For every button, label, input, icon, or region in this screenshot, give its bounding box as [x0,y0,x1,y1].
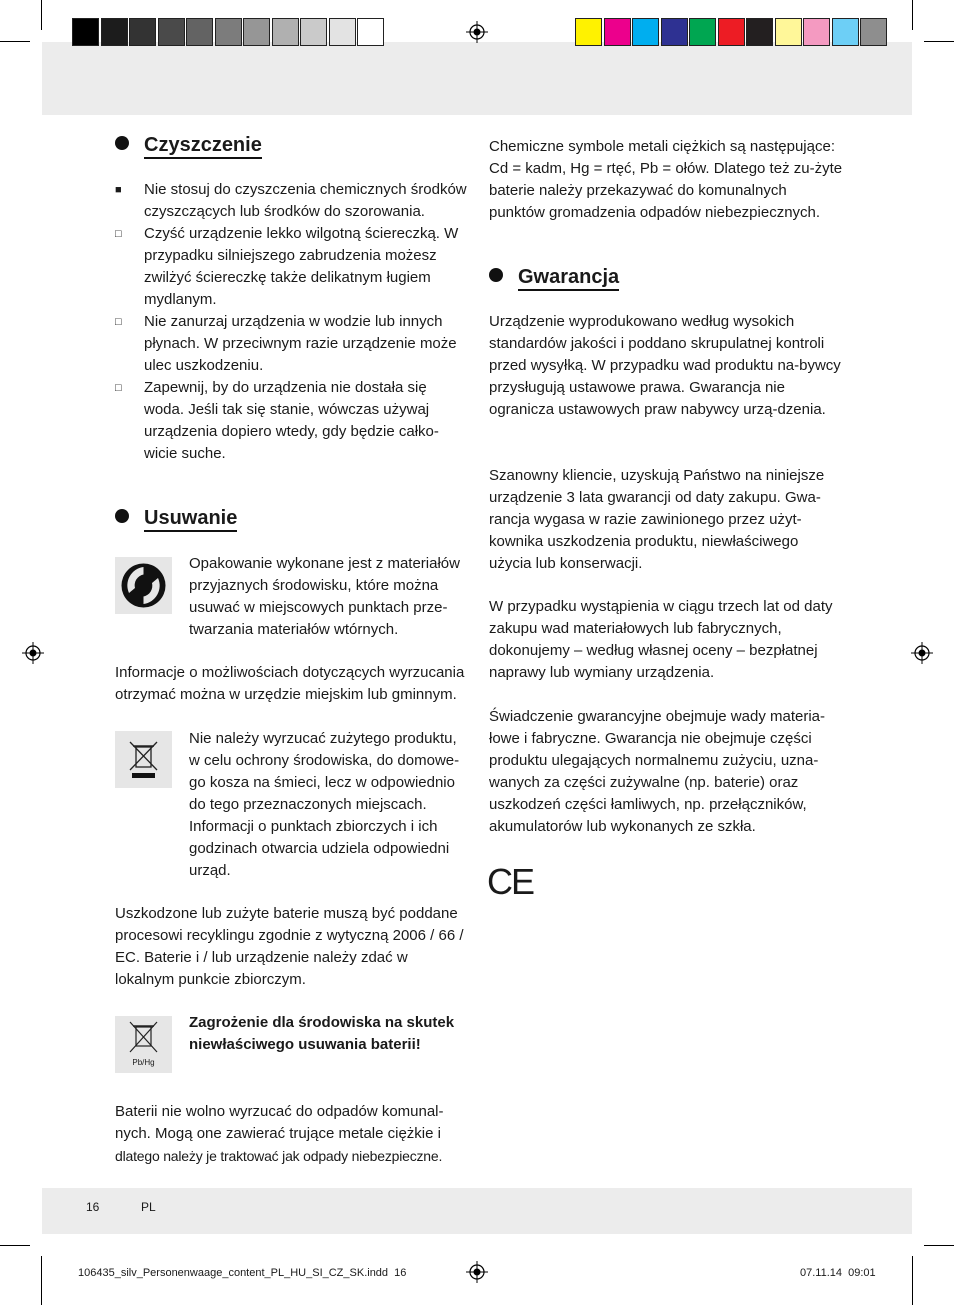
disposal-heading: Usuwanie [115,505,237,531]
registration-mark-icon [466,21,488,43]
list-item: □ Czyść urządzenie lekko wilgotną ściereczką. W przypadku silniejszego zabrudzenia możesz zwilżyć ściereczkę także delikatnym ługiem mydlanym. [115,225,459,308]
packaging-text: Opakowanie wykonane jest z materiałów przyjaznych środowisku, które można usuwać w miejscowych punktach prze-twarzania materiałów wtórnych. [189,555,460,638]
color-swatch [129,18,156,46]
color-swatch [718,18,745,46]
color-swatch [632,18,659,46]
color-swatch [101,18,128,46]
battery-warning-text: Zagrożenie dla środowiska na skutek niewłaściwego usuwania baterii! [189,1014,455,1053]
footer-band [42,1188,912,1234]
color-swatch [803,18,830,46]
ce-mark-icon: CE [487,861,534,902]
color-swatch [215,18,242,46]
green-dot-recycling-icon [115,557,172,614]
battery-final-text: Baterii nie wolno wyrzucać do odpadów komunal-nych. Mogą one zawierać trujące metale ciężkie i [115,1103,444,1142]
crossed-bin-icon [115,731,172,788]
battery-final-text-2: dlatego należy je traktować jak odpady niebezpieczne. [115,1148,443,1164]
slug-file-name: 106435_silv_Personenwaage_content_PL_HU_SI_CZ_SK.indd 16 [78,1267,407,1279]
language-code: PL [141,1200,156,1214]
registration-mark-icon [911,642,933,664]
list-item: □ Nie zanurzaj urządzenia w wodzie lub innych płynach. W przeciwnym razie urządzenie może ulec uszkodzeniu. [115,313,457,374]
color-swatch [832,18,859,46]
page-number: 16 [86,1200,100,1214]
list-item: ■ Nie stosuj do czyszczenia chemicznych środków czyszczących lub środków do szorowania. [115,181,467,220]
color-swatch [575,18,602,46]
color-swatch [329,18,356,46]
bullet-dot-icon [115,136,129,150]
disposal-info-text: Informacje o możliwościach dotyczących wyrzucania otrzymać można w urzędzie miejskim lub gminnym. [115,664,465,703]
weee-text: Nie należy wyrzucać zużytego produktu, w celu ochrony środowiska, do domowe-go kosza na śmieci, lecz w odpowiednio do tego przeznaczonych miejscach. Informacji o punktach zbiorczych i ich godzinach otwarcia udziela odpowiedni urząd. [189,730,460,879]
cleaning-heading: Czyszczenie [115,132,262,158]
warranty-paragraph: Szanowny kliencie, uzyskują Państwo na niniejsze urządzenie 3 lata gwarancji od daty zakupu. Gwa-rancja wygasa w razie zawinionego przez użyt-kownika uszkodzenia produktu, niewłaściwego użycia lub konserwacji. [489,467,825,572]
warranty-heading: Gwarancja [489,264,619,290]
color-swatch [746,18,773,46]
bullet-dot-icon [489,268,503,282]
color-swatch [860,18,887,46]
list-item: □ Zapewnij, by do urządzenia nie dostała się woda. Jeśli tak się stanie, wówczas używaj urządzenia dopiero wtedy, gdy będzie całko-wicie suche. [115,379,439,462]
color-swatch [186,18,213,46]
color-swatch [661,18,688,46]
warranty-paragraph: W przypadku wystąpienia w ciągu trzech lat od daty zakupu wad materiałowych lub fabrycznych, dokonujemy – według własnej oceny – bezpłatnej naprawy lub wymiany urządzenia. [489,598,833,681]
color-swatch [158,18,185,46]
color-swatch [604,18,631,46]
battery-text: Uszkodzone lub zużyte baterie muszą być poddane procesowi recyklingu zgodnie z wytyczną 2006 / 66 / EC. Baterie i / lub urządzenie należy zdać w lokalnym punkcie zbiorczym. [115,905,464,988]
registration-mark-icon [22,642,44,664]
color-swatch [300,18,327,46]
color-swatch [357,18,384,46]
header-band [42,42,912,115]
color-swatch [243,18,270,46]
registration-mark-icon [466,1261,488,1283]
color-swatch [72,18,99,46]
heavy-metals-text: Chemiczne symbole metali ciężkich są następujące: Cd = kadm, Hg = rtęć, Pb = ołów. Dlatego też zu-żyte baterie należy przekazywać do komunalnych punktów gromadzenia odpadów niebezpiecznych. [489,138,843,221]
color-swatch [272,18,299,46]
warranty-paragraph: Urządzenie wyprodukowano według wysokich standardów jakości i poddano skrupulatnej kontroli przed wysyłką. W przypadku wad produktu na-bywcy przysługują ustawowe prawa. Gwarancja nie ogranicza ustawowych praw nabywcy urzą-dzenia. [489,313,841,418]
battery-bin-icon: Pb/Hg [115,1016,172,1073]
bullet-dot-icon [115,509,129,523]
warranty-paragraph: Świadczenie gwarancyjne obejmuje wady materia-łowe i fabryczne. Gwarancja nie obejmuje części produktu ulegających normalnemu zużyciu, uzna-wanych za części zużywalne (np. baterie) oraz uszkodzeń części łamliwych, np. przełączników, akumulatorów lub wykonanych ze szkła. [489,708,825,835]
slug-date: 07.11.14 09:01 [800,1267,876,1279]
color-swatch [689,18,716,46]
color-swatch [775,18,802,46]
cleaning-list [115,179,467,465]
